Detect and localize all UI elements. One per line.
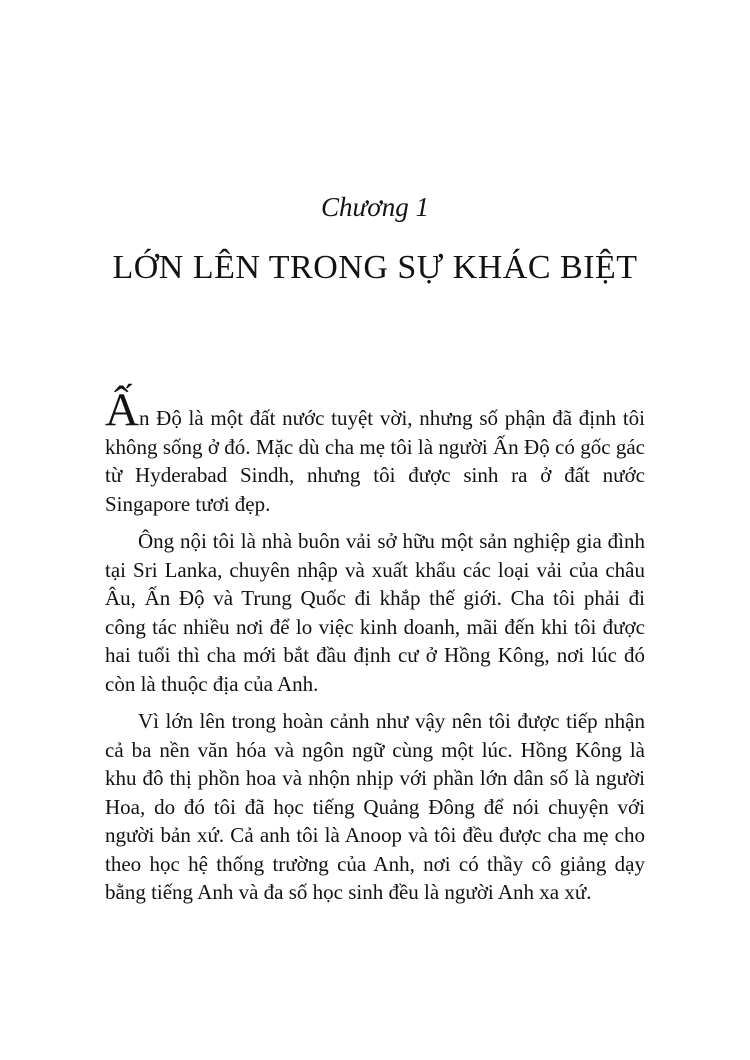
paragraph-3: Vì lớn lên trong hoàn cảnh như vậy nên tôi được tiếp nhận cả ba nền văn hóa và ngôn ngữ cùng một lúc. Hồng Kông là khu đô thị phồn hoa và nhộn nhịp với phần lớn dân số là người Hoa, do đó tôi đã học tiếng Quảng Đông để nói chuyện với người bản xứ. Cả anh tôi là Anoop và tôi đều được cha mẹ cho theo học hệ thống trường của Anh, nơi có thầy cô giảng dạy bằng tiếng Anh và đa số học sinh đều là người Anh xa xứ. xyxy=(105,709,645,904)
paragraph-1 xyxy=(105,384,645,518)
chapter-number: Chương 1 xyxy=(321,192,429,222)
body-text xyxy=(105,384,645,916)
initial-capital: Ấ xyxy=(105,384,139,436)
paragraph-2: Ông nội tôi là nhà buôn vải sở hữu một sản nghiệp gia đình tại Sri Lanka, chuyên nhập và xuất khẩu các loại vải của châu Âu, Ấn Độ và Trung Quốc đi khắp thế giới. Cha tôi phải đi công tác nhiều nơi để lo việc kinh doanh, mãi đến khi tôi được hai tuổi thì cha mới bắt đầu định cư ở Hồng Kông, nơi lúc đó còn là thuộc địa của Anh. xyxy=(105,529,645,696)
chapter-title: LỚN LÊN TRONG SỰ KHÁC BIỆT xyxy=(112,249,638,286)
paragraph-1-text: n Độ là một đất nước tuyệt vời, nhưng số phận đã định tôi không sống ở đó. Mặc dù cha mẹ tôi là người Ấn Độ có gốc gác từ Hyderabad Sindh, nhưng tôi được sinh ra ở đất nước Singapore tươi đẹp. xyxy=(105,406,645,516)
